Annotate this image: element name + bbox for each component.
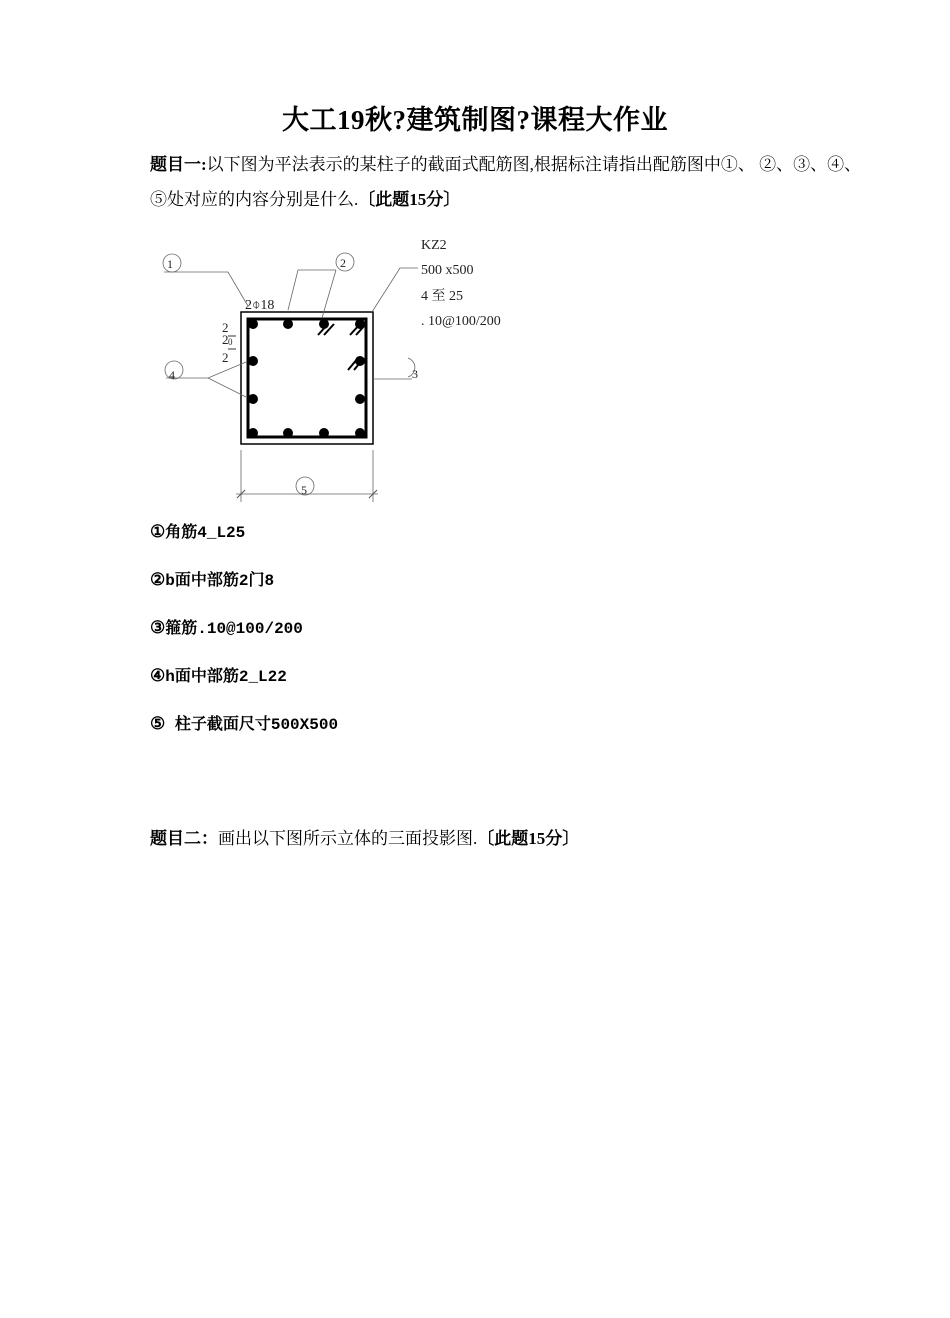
corner-bars: 4 至 25 bbox=[421, 289, 463, 304]
question-one-line-2 bbox=[150, 182, 945, 217]
question-one-label: 题目一: bbox=[150, 155, 207, 174]
answer-3-text: 箍筋.10@100/200 bbox=[165, 620, 303, 638]
question-one bbox=[150, 147, 945, 217]
answer-5 bbox=[150, 711, 338, 734]
answer-4 bbox=[150, 663, 287, 686]
answer-1-num: ① bbox=[150, 522, 166, 541]
answer-3-num: ③ bbox=[150, 618, 166, 637]
callout-3: 3 bbox=[412, 367, 418, 381]
answer-4-num: ④ bbox=[150, 666, 166, 685]
question-two bbox=[150, 821, 945, 856]
answer-2-num: ② bbox=[150, 570, 166, 589]
question-two-text: 画出以下图所示立体的三面投影图. bbox=[218, 829, 478, 848]
question-one-text-cont: ⑤处对应的内容分别是什么. bbox=[150, 190, 359, 209]
callout-5: 5 bbox=[301, 483, 307, 497]
question-one-score: 〔此题15分〕 bbox=[358, 190, 461, 209]
h-side-digit-small: 0 bbox=[228, 337, 233, 347]
answer-1 bbox=[150, 519, 245, 542]
h-side-digit-bottom: 2 bbox=[222, 350, 229, 365]
document-title: 大工19秋?建筑制图?课程大作业 bbox=[282, 105, 668, 135]
b-side-bars-label: 2⌽18 bbox=[245, 298, 275, 313]
callout-1: 1 bbox=[167, 257, 173, 271]
h-side-digit-top: 2 bbox=[222, 320, 229, 335]
answer-1-text: 角筋4_L25 bbox=[165, 524, 246, 542]
callout-4: 4 bbox=[169, 368, 175, 382]
question-one-text: 以下图为平法表示的某柱子的截面式配筋图,根据标注请指出配筋图中①、 ②、③、④、 bbox=[206, 155, 862, 174]
answer-5-text: 柱子截面尺寸500X500 bbox=[165, 716, 339, 734]
question-two-score: 〔此题15分〕 bbox=[477, 829, 580, 848]
answer-2 bbox=[150, 567, 274, 590]
stirrup bbox=[248, 319, 366, 437]
stirrup-spec: . 10@100/200 bbox=[421, 314, 501, 329]
answer-4-text: h面中部筋2_L22 bbox=[165, 668, 287, 686]
h-side-digit-mid: 2 bbox=[222, 332, 229, 347]
answer-2-text: b面中部筋2门8 bbox=[165, 572, 275, 590]
question-two-label: 题目二： bbox=[150, 829, 218, 848]
callout-2: 2 bbox=[340, 256, 346, 270]
section-size: 500 x500 bbox=[421, 263, 474, 278]
column-section-figure bbox=[150, 232, 530, 512]
column-id: KZ2 bbox=[421, 238, 447, 253]
question-one-line-1 bbox=[150, 147, 945, 182]
rebar-dots bbox=[248, 319, 365, 438]
answer-5-num: ⑤ bbox=[150, 714, 166, 733]
answer-3 bbox=[150, 615, 303, 638]
